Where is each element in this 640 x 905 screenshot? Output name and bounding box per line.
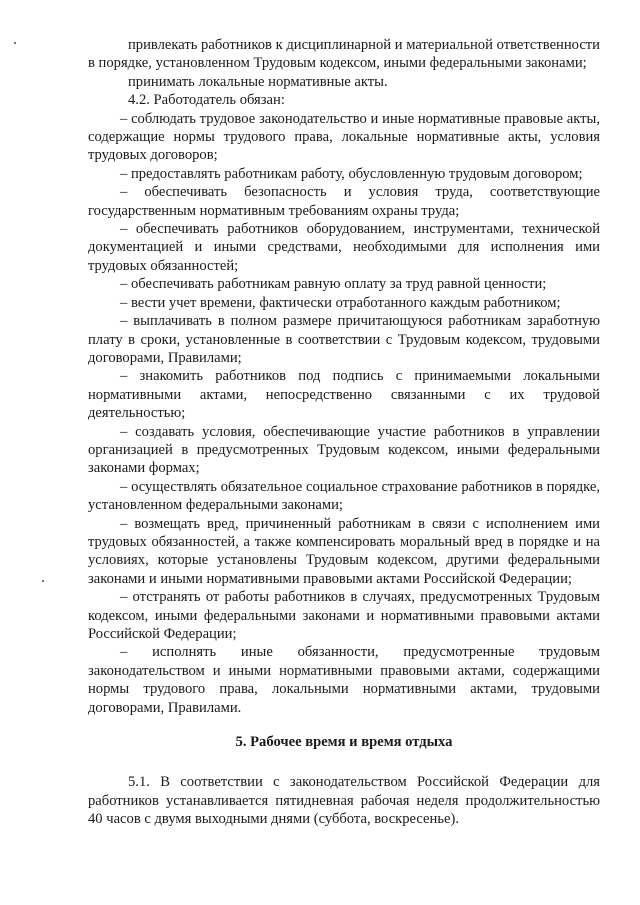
paragraph: 5.1. В соответствии с законодательством Российской Федерации для работников устанавливается пятидневная рабочая неделя продолжительностью 40 часов с двумя выходными днями (суббота, воскресенье). — [88, 774, 600, 828]
paragraph: – обеспечивать работников оборудованием, инструментами, технической документацией и иными средствами, необходимыми для исполнения ими трудовых обязанностей; — [88, 221, 600, 274]
paragraph: – исполнять иные обязанности, предусмотренные трудовым законодательством и иными нормативными правовыми актами, содержащими нормы трудового права, локальными нормативными актами, трудовыми договорами, Правилами. — [88, 644, 600, 716]
paragraph: – вести учет времени, фактически отработанного каждым работником; — [120, 294, 561, 311]
paragraph: 4.2. Работодатель обязан: — [128, 92, 285, 109]
paragraph: – возмещать вред, причиненный работникам в связи с исполнением ими трудовых обязанностей, а также компенсировать моральный вред в порядке и на условиях, которые установлены Трудовым кодексом, другими федеральными законами и иными нормативными правовыми актами Российской Федерации; — [88, 515, 600, 587]
paragraph: – выплачивать в полном размере причитающуюся работникам заработную плату в сроки, установленные в соответствии с Трудовым кодексом, трудовыми договорами, Правилами; — [88, 313, 600, 366]
section-heading: 5. Рабочее время и время отдыха — [235, 734, 453, 751]
scan-speck — [14, 42, 16, 44]
section-body — [88, 773, 600, 828]
paragraph: – осуществлять обязательное социальное страхование работников в порядке, установленном федеральными законами; — [88, 478, 600, 514]
paragraph: – предоставлять работникам работу, обусловленную трудовым договором; — [120, 165, 583, 182]
paragraph: – обеспечивать безопасность и условия труда, соответствующие государственным нормативным требованиям охраны труда; — [88, 184, 600, 219]
paragraph: привлекать работников к дисциплинарной и материальной ответственности в порядке, установленном Трудовым кодексом, иными федеральными законами; — [88, 37, 600, 72]
obligations-list — [88, 36, 600, 717]
paragraph: – знакомить работников под подпись с принимаемыми локальными нормативными актами, непосредственно связанными с их трудовой деятельностью; — [88, 368, 600, 422]
paragraph: – обеспечивать работникам равную оплату за труд равной ценности; — [120, 276, 547, 293]
paragraph: – создавать условия, обеспечивающие участие работников в управлении организацией в предусмотренных Трудовым кодексом, иными федеральными законами формах; — [88, 423, 600, 477]
paragraph: принимать локальные нормативные акты. — [128, 73, 388, 90]
document-page — [88, 36, 600, 829]
paragraph: – соблюдать трудовое законодательство и иные нормативные правовые акты, содержащие нормы трудового права, локальные нормативные акты, условия трудовых договоров; — [88, 110, 600, 164]
paragraph: – отстранять от работы работников в случаях, предусмотренных Трудовым кодексом, иными федеральными законами и нормативными правовыми актами Российской Федерации; — [88, 589, 600, 642]
scan-speck — [42, 580, 44, 582]
